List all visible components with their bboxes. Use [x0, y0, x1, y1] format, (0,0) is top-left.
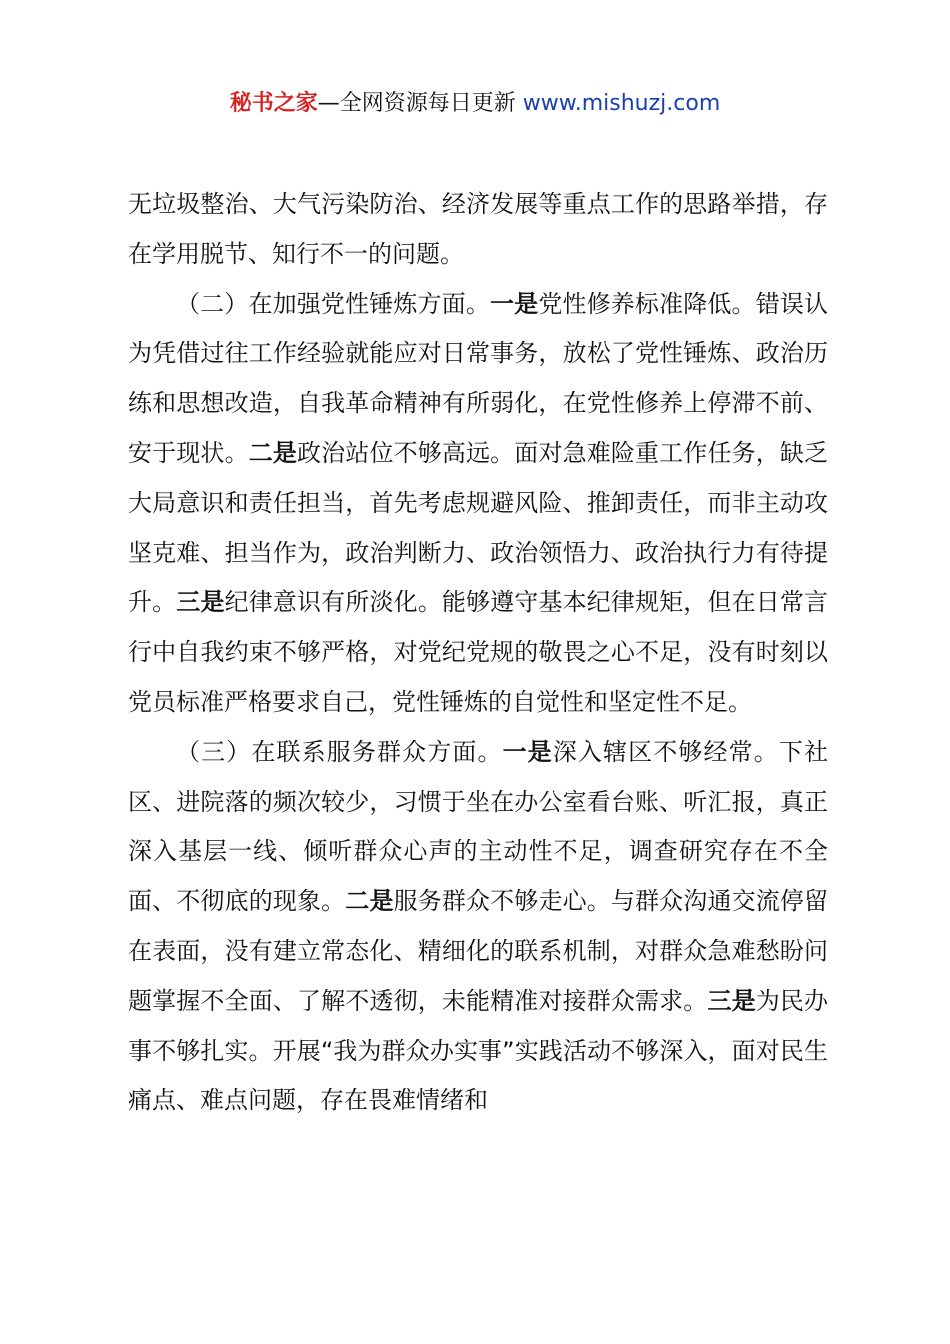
point-marker-3: 三是	[707, 986, 756, 1015]
header-url[interactable]: www.mishuzj.com	[522, 91, 721, 116]
header-brand: 秘书之家	[229, 91, 318, 116]
header-tagline: —全网资源每日更新	[317, 91, 523, 116]
section-heading: （三）在联系服务群众方面。	[176, 737, 503, 766]
paragraph-party-spirit	[128, 280, 828, 728]
point-marker-1: 一是	[502, 737, 553, 766]
point-marker-2: 二是	[248, 438, 298, 467]
point-text-2: 政治站位不够高远。面对急难险重工作任务，缺乏大局意识和责任担当，首先考虑规避风险、推卸责任，而非主动攻坚克难、担当作为，政治判断力、政治领悟力、政治执行力有待提升。	[128, 438, 829, 617]
point-text-1: 深入辖区不够经常。下社区、进院落的频次较少，习惯于坐在办公室看台账、听汇报，真正深入基层一线、倾听群众心声的主动性不足，调查研究存在不全面、不彻底的现象。	[128, 737, 829, 916]
paragraph-serving-masses	[128, 728, 828, 1126]
point-marker-3: 三是	[176, 588, 225, 617]
point-marker-1: 一是	[490, 289, 539, 318]
document-body	[128, 180, 828, 1126]
point-text-3: 为民办事不够扎实。开展“我为群众办实事”实践活动不够深入，面对民生痛点、难点问题，存在畏难情绪和	[128, 986, 829, 1115]
page-header	[0, 88, 950, 120]
paragraph-text: 无垃圾整治、大气污染防治、经济发展等重点工作的思路举措，存在学用脱节、知行不一的问题。	[128, 190, 828, 268]
paragraph-continuation	[128, 180, 828, 280]
point-text-2: 服务群众不够走心。与群众沟通交流停留在表面，没有建立常态化、精细化的联系机制，对群众急难愁盼问题掌握不全面、了解不透彻，未能精准对接群众需求。	[128, 887, 829, 1015]
point-text-1: 党性修养标准降低。错误认为凭借过往工作经验就能应对日常事务，放松了党性锤炼、政治历练和思想改造，自我革命精神有所弱化，在党性修养上停滞不前、安于现状。	[128, 289, 829, 467]
point-marker-2: 二是	[345, 887, 394, 916]
point-text-3: 纪律意识有所淡化。能够遵守基本纪律规矩，但在日常言行中自我约束不够严格，对党纪党规的敬畏之心不足，没有时刻以党员标准严格要求自己，党性锤炼的自觉性和坚定性不足。	[128, 588, 829, 716]
section-heading: （二）在加强党性锤炼方面。	[176, 289, 490, 318]
